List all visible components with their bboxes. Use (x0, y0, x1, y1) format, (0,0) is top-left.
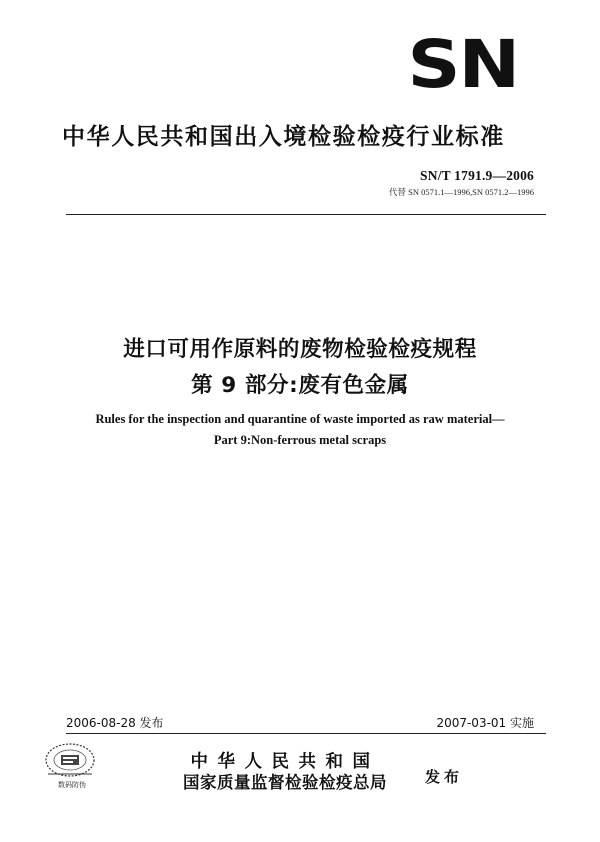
standard-number (420, 168, 534, 184)
industry-standard-title: 中华人民共和国出入境检验检疫行业标准 (62, 124, 505, 150)
anti-counterfeit-seal-icon (44, 740, 96, 780)
sn-logo: SN (407, 26, 518, 103)
publisher-agency: 国家质量监督检验检疫总局 (183, 773, 387, 792)
footer-divider (66, 733, 546, 734)
header-divider (66, 214, 546, 215)
publisher-block (150, 752, 420, 794)
english-title-line-2: Part 9:Non-ferrous metal scraps (213, 433, 387, 447)
english-title-line-1: Rules for the inspection and quarantine of waste imported as raw material— (95, 412, 505, 426)
seal-caption: 数码防伪 (58, 781, 86, 789)
issue-date: 2006-08-28 发布 (66, 716, 164, 730)
implementation-date: 2007-03-01 实施 (436, 716, 534, 730)
publish-label: 发布 (425, 768, 464, 786)
chinese-title-line-2: 第 9 部分:废有色金属 (191, 373, 409, 398)
replaces-note: 代替 SN 0571.1—1996,SN 0571.2—1996 (389, 187, 534, 197)
standard-number-text: SN/T 1791.9—2006 (420, 168, 534, 183)
chinese-title-line-1: 进口可用作原料的废物检验检疫规程 (123, 337, 477, 362)
publisher-country: 中华人民共和国 (190, 752, 380, 772)
